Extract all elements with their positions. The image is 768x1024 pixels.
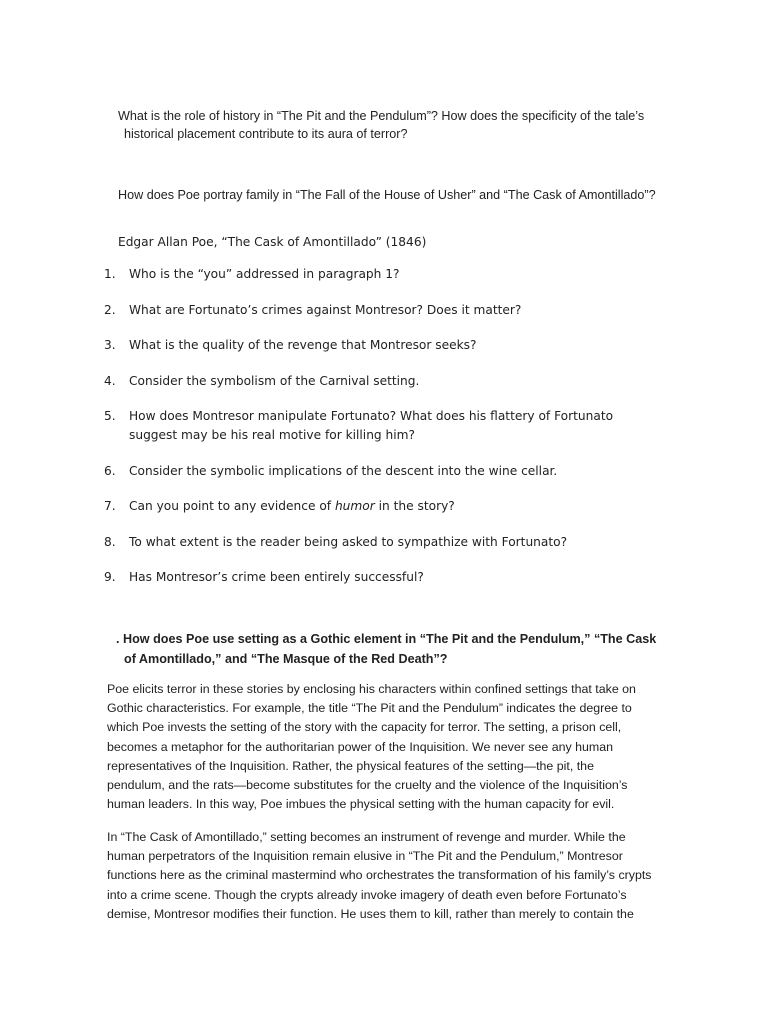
list-item-number: 4.	[104, 373, 116, 388]
list-item-number: 5.	[104, 409, 116, 424]
question-history	[118, 107, 678, 143]
paragraph-line: becomes a metaphor for the authoritarian power of the Inquisition. We never see any human	[107, 739, 614, 754]
paragraph-line: pendulum, and the rats—become substitutes for the cruelty and the violence of the Inquisition’s	[107, 778, 628, 793]
paragraph-line: demise, Montresor modifies their function. He uses them to kill, rather than merely to contain the	[107, 906, 634, 921]
list-item-number: 1.	[104, 267, 116, 281]
list-item	[104, 497, 664, 516]
list-item-number: 7.	[104, 499, 116, 514]
list-item-number: 9.	[104, 570, 116, 585]
essay-question-line1: . How does Poe use setting as a Gothic element in “The Pit and the Pendulum,” “The Cask	[116, 632, 657, 646]
list-item	[104, 533, 664, 552]
list-item-text-emphasis: humor	[334, 499, 375, 514]
list-item	[104, 336, 664, 355]
list-item	[104, 568, 664, 587]
paragraph-line: Gothic characteristics. For example, the title “The Pit and the Pendulum” indicates the degree to	[107, 701, 632, 716]
paragraph-line: representatives of the Inquisition. Rather, the physical features of the setting—the pit, the	[107, 758, 594, 773]
list-item	[104, 265, 664, 284]
essay-question	[116, 629, 676, 669]
question-list	[104, 265, 664, 604]
essay-question-line2: of Amontillado,” and “The Masque of the Red Death”?	[124, 652, 448, 666]
paragraph-line: In “The Cask of Amontillado,” setting becomes an instrument of revenge and murder. While the	[107, 830, 626, 844]
list-item-text: What is the quality of the revenge that Montresor seeks?	[129, 338, 477, 353]
essay-paragraph-1	[107, 680, 652, 814]
cask-heading: Edgar Allan Poe, “The Cask of Amontillado” (1846)	[118, 235, 427, 249]
question-history-line1: What is the role of history in “The Pit and the Pendulum”? How does the specificity of the tale’s	[118, 109, 645, 123]
essay-paragraph-2	[107, 828, 652, 924]
paragraph-line: functions here as the criminal mastermind who orchestrates the transformation of his family’s crypts	[107, 868, 652, 883]
list-item-text: Consider the symbolic implications of the descent into the wine cellar.	[129, 463, 558, 478]
list-item-text: To what extent is the reader being asked to sympathize with Fortunato?	[129, 534, 568, 549]
list-item-text-after: in the story?	[374, 499, 455, 514]
list-item	[104, 407, 664, 444]
list-item	[104, 301, 664, 320]
list-item-number: 8.	[104, 534, 116, 549]
list-item-text: Who is the “you” addressed in paragraph 1?	[129, 267, 400, 281]
list-item-text: What are Fortunato’s crimes against Montresor? Does it matter?	[129, 302, 522, 317]
list-item	[104, 372, 664, 391]
list-item-number: 2.	[104, 302, 116, 317]
paragraph-line: human leaders. In this way, Poe imbues the physical setting with the human capacity for evil.	[107, 797, 615, 812]
list-item-text-before: Can you point to any evidence of	[129, 499, 335, 514]
paragraph-line: Poe elicits terror in these stories by enclosing his characters within confined settings that take on	[107, 682, 636, 696]
list-item-text: Consider the symbolism of the Carnival setting.	[129, 373, 420, 388]
list-item-text: How does Montresor manipulate Fortunato? What does his flattery of Fortunato suggest may be his real motive for killing him?	[129, 409, 614, 442]
paragraph-line: human perpetrators of the Inquisition remain elusive in “The Pit and the Pendulum,” Montresor	[107, 849, 623, 864]
list-item-text: Has Montresor’s crime been entirely successful?	[129, 570, 424, 585]
list-item-number: 6.	[104, 463, 116, 478]
paragraph-line: into a crime scene. Though the crypts already invoke imagery of death even before Fortunato’s	[107, 887, 627, 902]
question-family: How does Poe portray family in “The Fall of the House of Usher” and “The Cask of Amontillado”?	[118, 188, 656, 202]
list-item	[104, 462, 664, 481]
list-item-number: 3.	[104, 338, 116, 353]
paragraph-line: which Poe invests the setting of the story with the capacity for terror. The setting, a prison cell,	[107, 720, 622, 735]
question-history-line2: historical placement contribute to its aura of terror?	[124, 127, 408, 141]
